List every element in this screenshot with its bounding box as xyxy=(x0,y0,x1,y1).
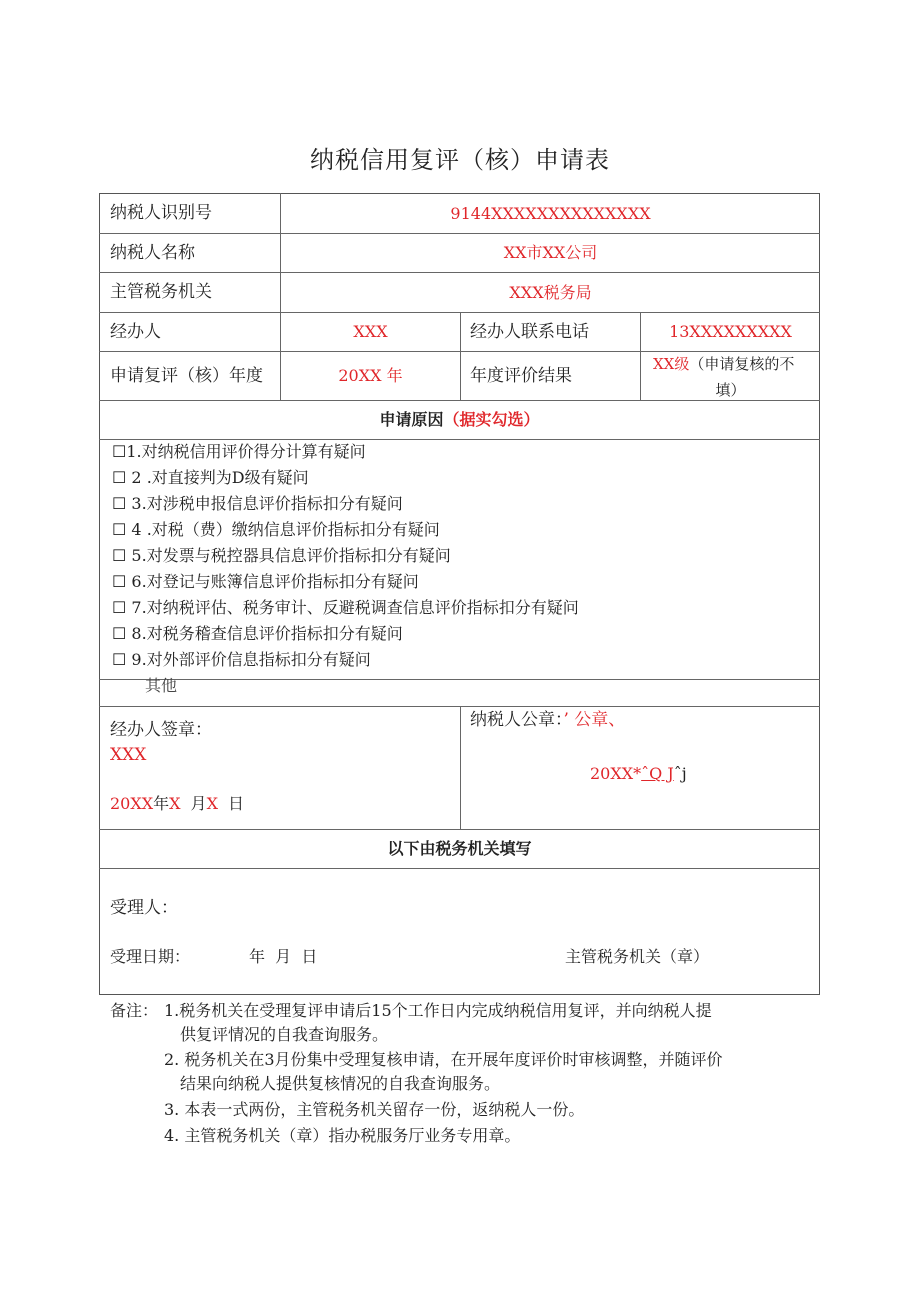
note-4: 4. 主管税务机关（章）指办税服务厅业务专用章。 xyxy=(164,1126,521,1145)
tax-authority-label: 主管税务机关 xyxy=(110,282,212,302)
note-1-line-2: 供复评情况的自我查询服务。 xyxy=(180,1025,389,1044)
reasons-header xyxy=(99,410,820,430)
handler-label: 经办人 xyxy=(110,322,161,342)
row-divider xyxy=(99,829,820,830)
note-3: 3. 本表一式两份，主管税务机关留存一份，返纳税人一份。 xyxy=(164,1100,585,1119)
reason-checkbox-1[interactable]: ☐1.对纳税信用评价得分计算有疑问 xyxy=(112,442,366,461)
row-divider xyxy=(99,400,820,401)
taxpayer-name-value[interactable]: XX市XX公司 xyxy=(503,243,598,262)
reason-checkbox-7[interactable]: ☐ 7.对纳税评估、税务审计、反避税调查信息评价指标扣分有疑问 xyxy=(112,598,579,617)
apply-year-label: 申请复评（核）年度 xyxy=(110,366,263,386)
reason-checkbox-4[interactable]: ☐ 4 .对税（费）缴纳信息评价指标扣分有疑问 xyxy=(112,520,440,539)
result-note-cont: 填） xyxy=(715,381,746,399)
handler-sign-date[interactable]: 20XX年X 月X 日 xyxy=(110,794,244,813)
handler-phone-label: 经办人联系电话 xyxy=(470,322,589,342)
taxpayer-seal-cell[interactable] xyxy=(470,710,625,730)
taxpayer-id-value[interactable]: 9144XXXXXXXXXXXXXX xyxy=(450,204,651,223)
handler-sign-label: 经办人签章： xyxy=(110,720,212,740)
authority-seal-label: 主管税务机关（章） xyxy=(565,947,710,966)
note-2-line-2: 结果向纳税人提供复核情况的自我查询服务。 xyxy=(180,1074,501,1093)
column-divider xyxy=(460,312,461,400)
taxpayer-seal-date: 20XX*ˆQ Jˆj xyxy=(590,764,687,783)
row-divider xyxy=(99,868,820,869)
handler-sign-value[interactable]: XXX xyxy=(110,745,147,765)
reasons-header-title: 申请原因 xyxy=(379,410,444,429)
handler-value[interactable]: XXX xyxy=(353,322,388,341)
row-divider xyxy=(99,439,820,440)
row-divider xyxy=(99,679,820,680)
tax-authority-value[interactable]: XXX税务局 xyxy=(509,283,592,302)
handler-phone-value[interactable]: 13XXXXXXXXX xyxy=(669,322,792,341)
reason-checkbox-3[interactable]: ☐ 3.对涉税申报信息评价指标扣分有疑问 xyxy=(112,494,403,513)
receiver-label: 受理人： xyxy=(110,898,178,918)
taxpayer-id-label: 纳税人识别号 xyxy=(110,203,212,223)
row-divider xyxy=(99,272,820,273)
reason-checkbox-5[interactable]: ☐ 5.对发票与税控器具信息评价指标扣分有疑问 xyxy=(112,546,451,565)
reason-checkbox-2[interactable]: ☐ 2 .对直接判为D级有疑问 xyxy=(112,468,309,487)
result-cell[interactable] xyxy=(653,354,794,374)
column-divider xyxy=(460,706,461,829)
result-value: XX级 xyxy=(653,355,690,373)
receive-date-label: 受理日期： xyxy=(110,947,191,966)
truncated-reason-text: 其他 xyxy=(145,676,178,695)
reasons-header-note: （据实勾选） xyxy=(443,410,540,429)
result-note: （申请复核的不 xyxy=(689,355,795,373)
apply-year-value[interactable]: 20XX 年 xyxy=(338,366,403,385)
reason-checkbox-8[interactable]: ☐ 8.对税务稽查信息评价指标扣分有疑问 xyxy=(112,624,403,643)
row-divider xyxy=(99,233,820,234)
taxpayer-name-label: 纳税人名称 xyxy=(110,243,195,263)
note-2-line-1: 2. 税务机关在3月份集中受理复核申请，在开展年度评价时审核调整，并随评价 xyxy=(164,1050,723,1069)
reason-checkbox-6[interactable]: ☐ 6.对登记与账簿信息评价指标扣分有疑问 xyxy=(112,572,419,591)
receive-date-value[interactable]: 年 月 日 xyxy=(249,947,318,966)
notes-prefix: 备注： xyxy=(110,1001,159,1020)
taxpayer-seal-value: ’ 公章、 xyxy=(563,710,626,730)
page-title: 纳税信用复评（核）申请表 xyxy=(310,146,610,174)
taxpayer-seal-label: 纳税人公章： xyxy=(470,710,564,730)
authority-section-header: 以下由税务机关填写 xyxy=(387,839,532,858)
reason-checkbox-9[interactable]: ☐ 9.对外部评价信息指标扣分有疑问 xyxy=(112,650,371,669)
note-1-line-1: 1.税务机关在受理复评申请后15个工作日内完成纳税信用复评，并向纳税人提 xyxy=(164,1001,712,1020)
result-label: 年度评价结果 xyxy=(470,366,572,386)
